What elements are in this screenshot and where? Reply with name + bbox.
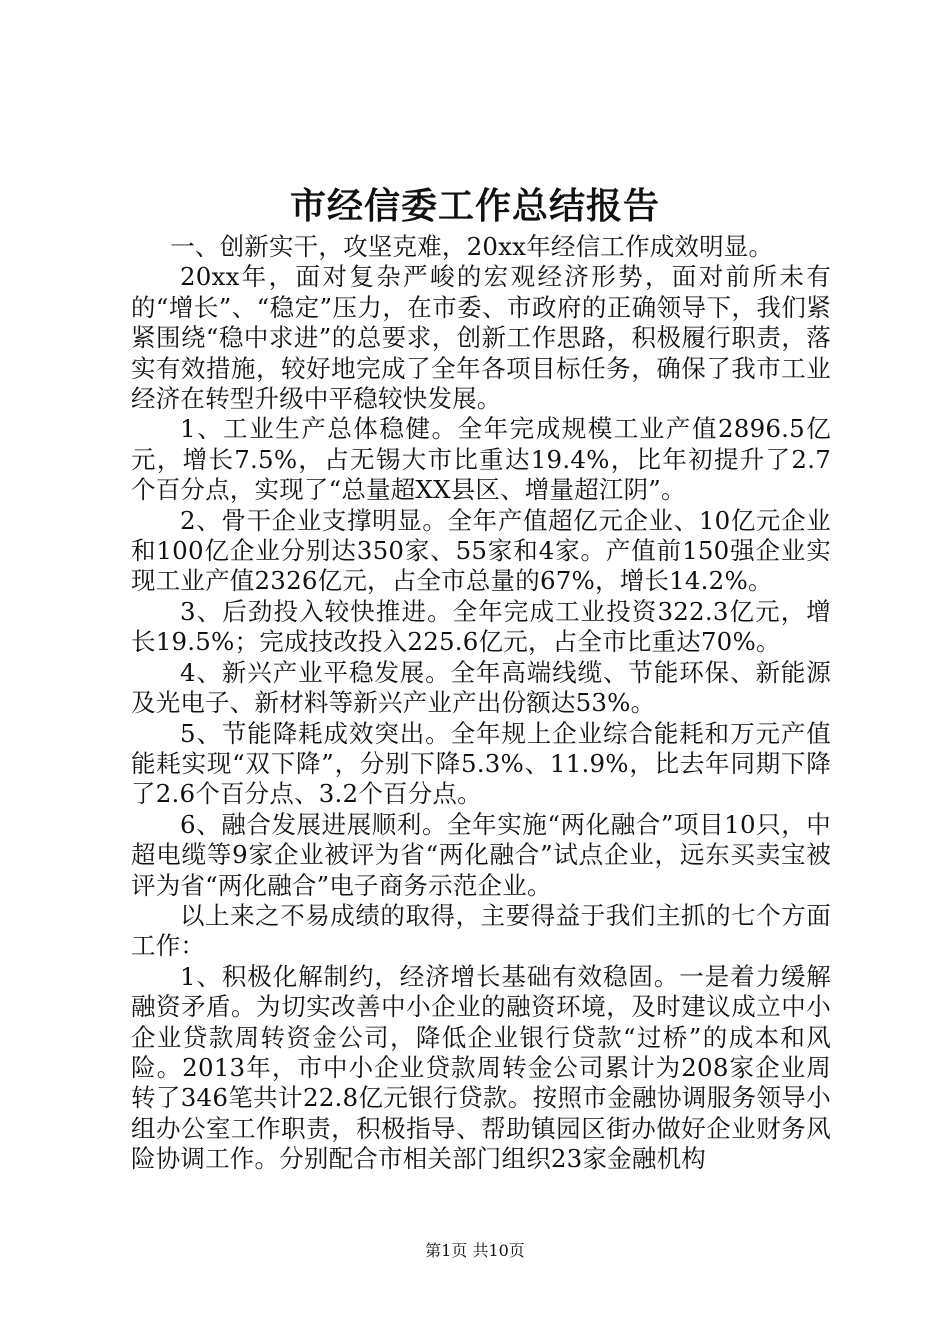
paragraph-item-1: 1、工业生产总体稳健。全年完成规模工业产值2896.5亿元，增长7.5%，占无锡大市比重达19.4%，比年初提升了2.7个百分点，实现了“总量超XX县区、增量超江阴”。	[131, 414, 831, 505]
paragraph-item-3: 3、后劲投入较快推进。全年完成工业投资322.3亿元，增长19.5%；完成技改投入225.6亿元，占全市比重达70%。	[131, 596, 831, 657]
paragraph-item-6: 6、融合发展进展顺利。全年实施“两化融合”项目10只，中超电缆等9家企业被评为省“两化融合”试点企业，远东买卖宝被评为省“两化融合”电子商务示范企业。	[131, 809, 831, 900]
paragraph-item-5: 5、节能降耗成效突出。全年规上企业综合能耗和万元产值能耗实现“双下降”，分别下降5.3%、11.9%，比去年同期下降了2.6个百分点、3.2个百分点。	[131, 718, 831, 809]
paragraph-item-4: 4、新兴产业平稳发展。全年高端线缆、节能环保、新能源及光电子、新材料等新兴产业产出份额达53%。	[131, 657, 831, 718]
paragraph-intro: 20xx年，面对复杂严峻的宏观经济形势，面对前所未有的“增长”、“稳定”压力，在市委、市政府的正确领导下，我们紧紧围绕“稳中求进”的总要求，创新工作思路，积极履行职责，落实有效措施，较好地完成了全年各项目标任务，确保了我市工业经济在转型升级中平稳较快发展。	[131, 262, 831, 414]
paragraph-item-2: 2、骨干企业支撑明显。全年产值超亿元企业、10亿元企业和100亿企业分别达350家、55家和4家。产值前150强企业实现工业产值2326亿元，占全市总量的67%，增长14.2%。	[131, 505, 831, 596]
paragraph-section-heading: 一、创新实干，攻坚克难，20xx年经信工作成效明显。	[170, 232, 774, 261]
paragraph-work-1: 1、积极化解制约，经济增长基础有效稳固。一是着力缓解融资矛盾。为切实改善中小企业的融资环境，及时建议成立中小企业贷款周转资金公司，降低企业银行贷款“过桥”的成本和风险。2013年，市中小企业贷款周转金公司累计为208家企业周转了346笔共计22.8亿元银行贷款。按照市金融协调服务领导小组办公室工作职责，积极指导、帮助镇园区街办做好企业财务风险协调工作。分别配合市相关部门组织23家金融机构	[131, 961, 831, 1174]
page-footer: 第1页 共10页	[425, 1241, 525, 1260]
paragraph-summary: 以上来之不易成绩的取得，主要得益于我们主抓的七个方面工作：	[131, 900, 831, 961]
document-title: 市经信委工作总结报告	[289, 186, 660, 227]
document-body	[131, 232, 831, 1175]
